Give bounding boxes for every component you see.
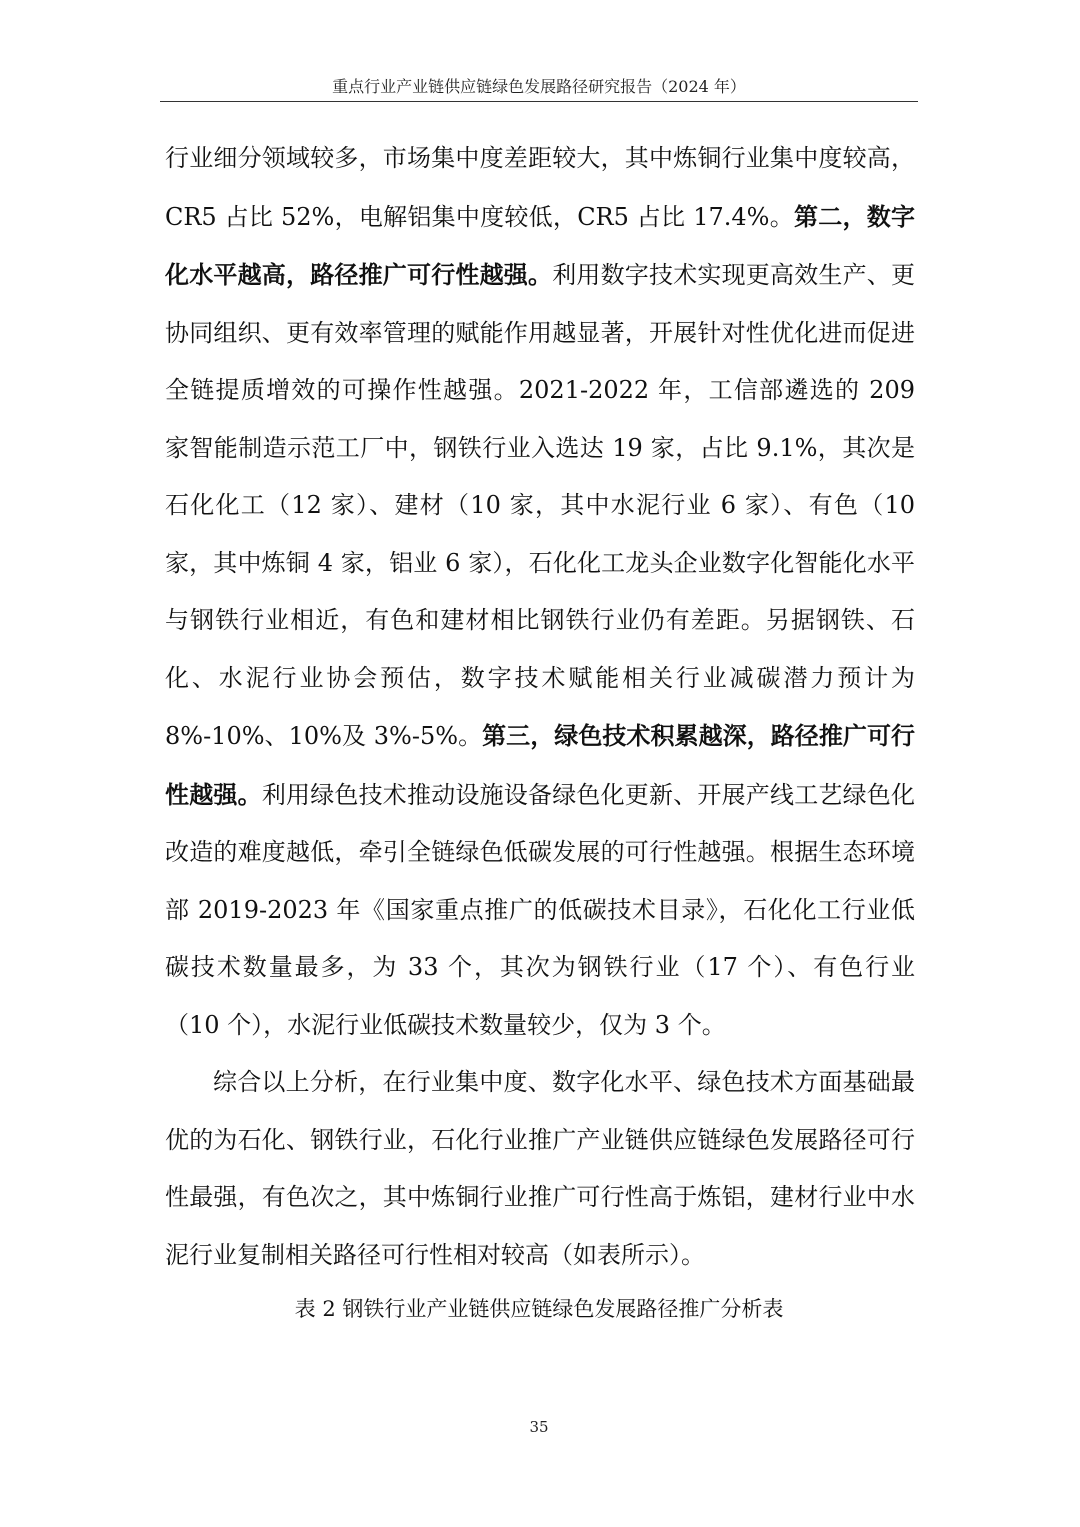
header-divider: [160, 101, 918, 102]
paragraph-1-text-1: 行业细分领域较多，市场集中度差距较大，其中炼铜行业集中度较高，CR5 占比 52%，电解铝集中度较低，CR5 占比 17.4%。: [165, 144, 915, 231]
paragraph-1-text-3: 利用绿色技术推动设施设备绿色化更新、开展产线工艺绿色化改造的难度越低，牵引全链绿色低碳发展的可行性越强。根据生态环境部 2019-2023 年《国家重点推广的低碳技术目录》，石化化工行业低碳技术数量最多，为 33 个，其次为钢铁行业（17 个）、有色行业（10 个），水泥行业低碳技术数量较少，仅为 3 个。: [165, 780, 916, 1039]
paragraph-2: 综合以上分析，在行业集中度、数字化水平、绿色技术方面基础最优的为石化、钢铁行业，石化行业推广产业链供应链绿色发展路径可行性最强，有色次之，其中炼铜行业推广可行性高于炼铝，建材行业中水泥行业复制相关路径可行性相对较高（如表所示）。: [165, 1068, 915, 1269]
paragraph-1-text-2: 利用数字技术实现更高效生产、更协同组织、更有效率管理的赋能作用越显著，开展针对性优化进而促进全链提质增效的可操作性越强。2021-2022 年，工信部遴选的 209 家智能制造示范工厂中，钢铁行业入选达 19 家，占比 9.1%，其次是石化化工（12 家）、建材（10 家，其中水泥行业 6 家）、有色（10 家，其中炼铜 4 家，铝业 6 家），石化化工龙头企业数字化智能化水平与钢铁行业相近，有色和建材相比钢铁行业仍有差距。另据钢铁、石化、水泥行业协会预估，数字技术赋能相关行业减碳潜力预计为 8%-10%、10%及 3%-5%。: [165, 261, 916, 750]
running-header: 重点行业产业链供应链绿色发展路径研究报告（2024 年）: [332, 77, 746, 96]
bold-point-third: 第三，绿色技术积累越深，路径推广可行性越强。: [165, 721, 915, 809]
bold-point-second: 第二，数字化水平越高，路径推广可行性越强。: [165, 201, 916, 289]
paragraph-1: [165, 130, 915, 1054]
body-text: [165, 130, 915, 1284]
page-number: 35: [529, 1418, 549, 1436]
table-caption: 表 2 钢铁行业产业链供应链绿色发展路径推广分析表: [294, 1297, 784, 1321]
